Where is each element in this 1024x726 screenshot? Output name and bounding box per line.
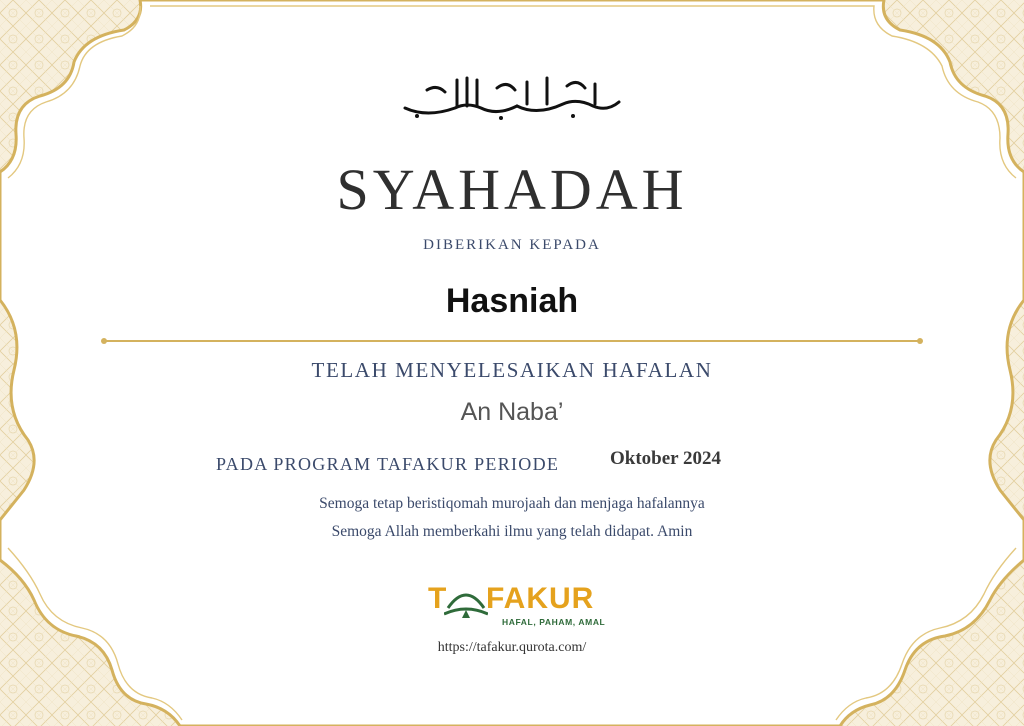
gold-divider — [100, 337, 924, 345]
recipient-name: Hasniah — [445, 282, 579, 320]
completed-label: TELAH MENYELESAIKAN HAFALAN — [311, 358, 713, 382]
wish-line-1: Semoga tetap beristiqomah murojaah dan menjaga hafalannya — [319, 495, 705, 512]
mosque-dome-icon — [444, 584, 488, 620]
logo-brand-suffix: FAKUR — [486, 582, 595, 615]
logo-tagline: HAFAL, PAHAM, AMAL — [502, 617, 606, 627]
surah-name: An Naba’ — [460, 398, 564, 426]
logo-brand-prefix: T — [428, 582, 448, 615]
website-url: https://tafakur.qurota.com/ — [437, 640, 587, 655]
program-period: Oktober 2024 — [610, 448, 722, 469]
wish-line-2: Semoga Allah memberkahi ilmu yang telah didapat. Amin — [331, 523, 693, 540]
tafakur-logo — [428, 582, 618, 634]
bismillah-calligraphy — [0, 70, 1024, 126]
certificate-title: SYAHADAH — [336, 157, 688, 222]
program-label: PADA PROGRAM TAFAKUR PERIODE — [216, 454, 560, 474]
given-to-label: DIBERIKAN KEPADA — [423, 237, 601, 253]
bismillah-calligraphy-art — [397, 70, 627, 126]
